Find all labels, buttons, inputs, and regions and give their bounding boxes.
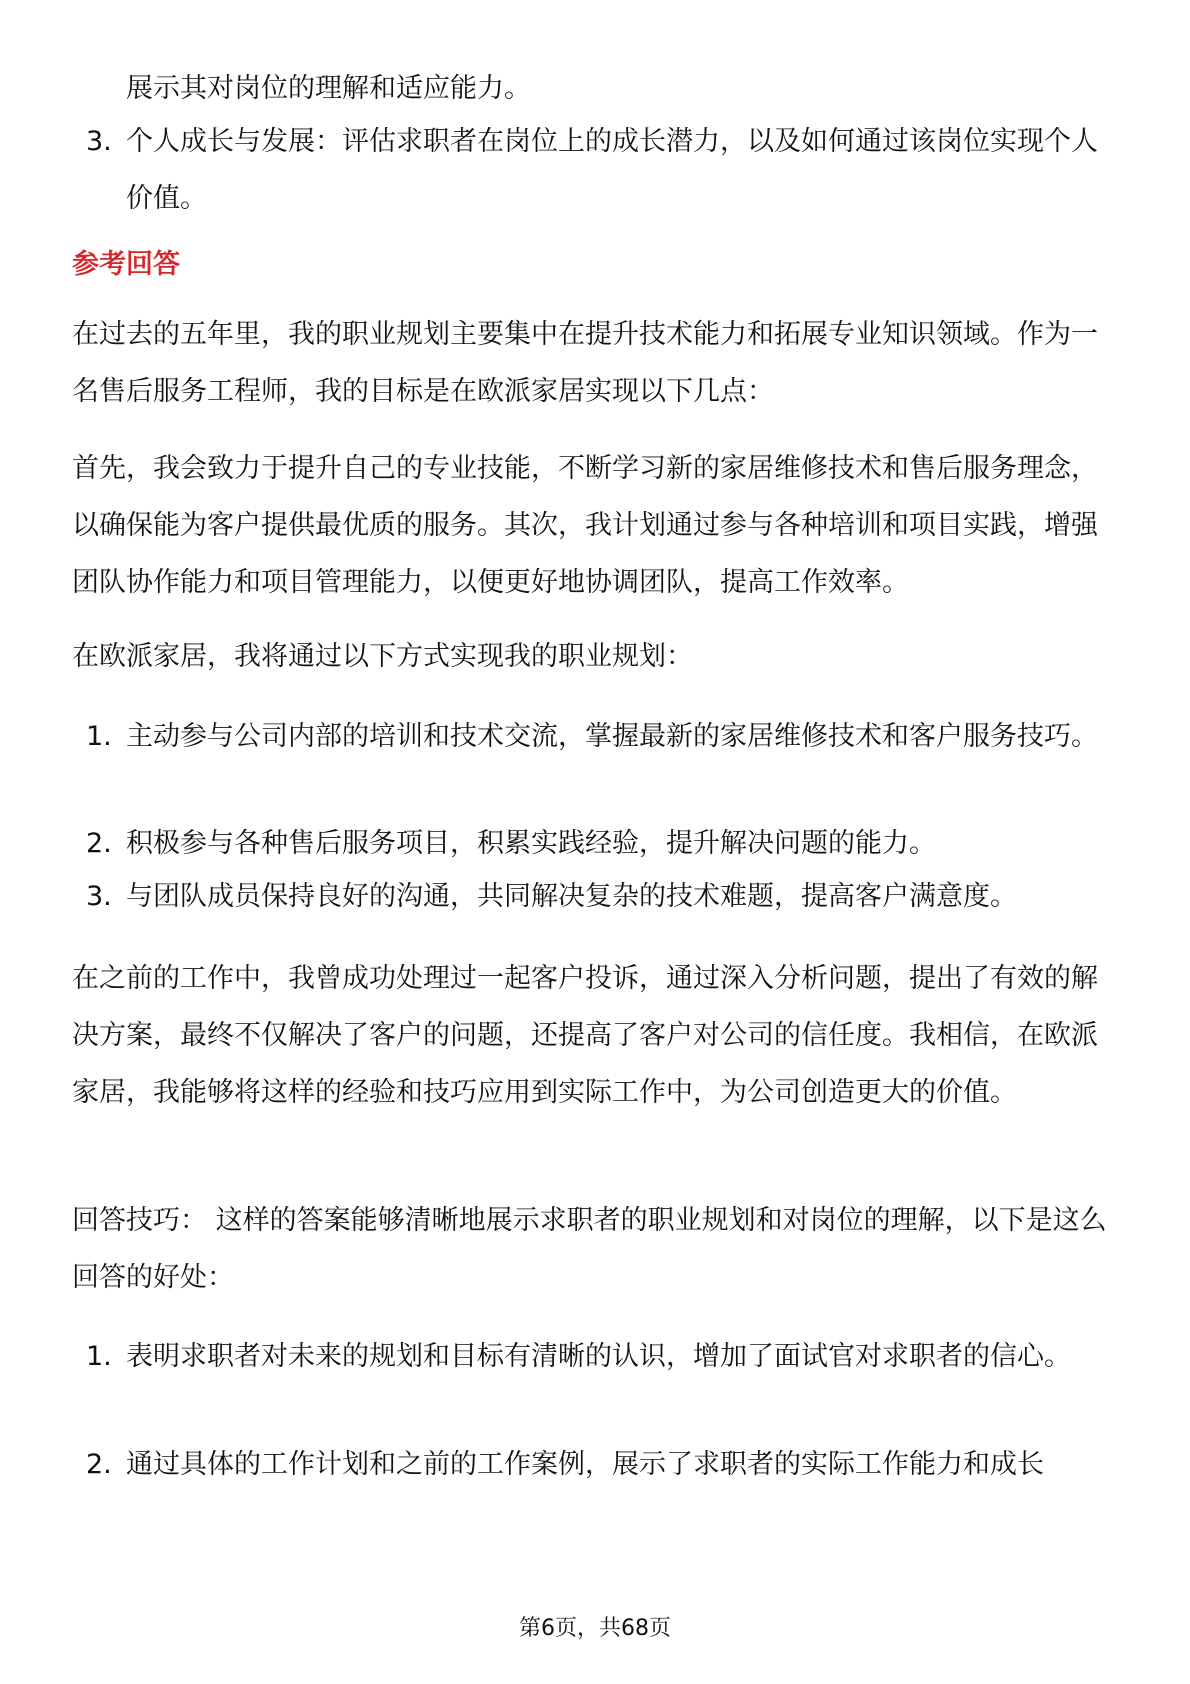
paragraph-career-plan: 在过去的五年里，我的职业规划主要集中在提升技术能力和拓展专业知识领域。作为一名售后服务工程师，我的目标是在欧派家居实现以下几点：: [72, 319, 1098, 407]
list-text: 与团队成员保持良好的沟通，共同解决复杂的技术难题，提高客户满意度。: [126, 881, 1017, 912]
plan-list-item-2: [72, 815, 1122, 872]
plan-list-item-1: [72, 708, 1122, 765]
intro-continuation: 展示其对岗位的理解和适应能力。: [126, 73, 531, 104]
list-number: 3.: [86, 881, 112, 912]
paragraph-plan-intro: 在欧派家居，我将通过以下方式实现我的职业规划：: [72, 641, 693, 672]
list-text: 主动参与公司内部的培训和技术交流，掌握最新的家居维修技术和客户服务技巧。: [126, 721, 1098, 752]
intro-list-item-3: [72, 113, 1122, 227]
list-number: 1.: [86, 1341, 112, 1372]
paragraph-tips: 回答技巧： 这样的答案能够清晰地展示求职者的职业规划和对岗位的理解，以下是这么回答的好处：: [72, 1205, 1107, 1293]
list-text: 表明求职者对未来的规划和目标有清晰的认识，增加了面试官对求职者的信心。: [126, 1341, 1071, 1372]
list-text: 积极参与各种售后服务项目，积累实践经验，提升解决问题的能力。: [126, 828, 936, 859]
list-number: 3.: [86, 126, 112, 157]
plan-list-item-3: [72, 868, 1122, 925]
paragraph-experience: 在之前的工作中，我曾成功处理过一起客户投诉，通过深入分析问题，提出了有效的解决方案，最终不仅解决了客户的问题，还提高了客户对公司的信任度。我相信，在欧派家居，我能够将这样的经验和技巧应用到实际工作中，为公司创造更大的价值。: [72, 963, 1098, 1108]
list-text: 个人成长与发展：评估求职者在岗位上的成长潜力，以及如何通过该岗位实现个人价值。: [126, 126, 1098, 214]
page-footer: 第6页，共68页: [519, 1616, 671, 1641]
benefit-list-item-1: [72, 1328, 1122, 1385]
list-number: 2.: [86, 1449, 112, 1480]
list-text: 通过具体的工作计划和之前的工作案例，展示了求职者的实际工作能力和成长: [126, 1449, 1044, 1480]
list-number: 2.: [86, 828, 112, 859]
benefit-list-item-2: [72, 1436, 1122, 1493]
section-title: 参考回答: [72, 249, 180, 280]
paragraph-first-steps: 首先，我会致力于提升自己的专业技能，不断学习新的家居维修技术和售后服务理念，以确保能为客户提供最优质的服务。其次，我计划通过参与各种培训和项目实践，增强团队协作能力和项目管理能力，以便更好地协调团队，提高工作效率。: [72, 453, 1098, 598]
list-number: 1.: [86, 721, 112, 752]
